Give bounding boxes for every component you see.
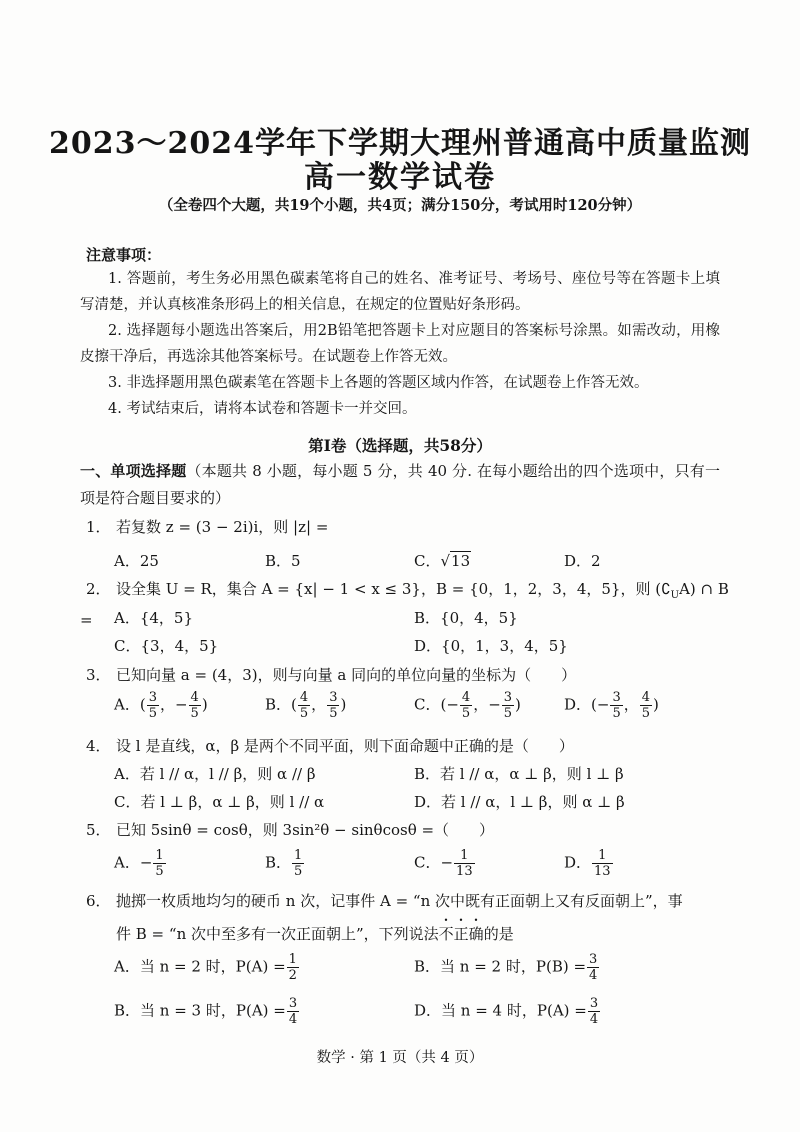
fraction: $\frac{1}{13}$ [456,848,473,879]
question-1 [80,515,730,539]
q6-option-4: D．当 n = 4 时，P(A) = $\frac{3}{4}$ [414,996,599,1027]
q1-option-b: B．5 [265,552,301,570]
q1-option-d: D．2 [564,552,601,570]
note-item-4: 4. 考试结束后，请将本试卷和答题卡一并交回。 [108,401,417,417]
part-label: 一、单项选择题 [80,462,187,480]
q4-option-d: D．若 l // α，l ⊥ β，则 α ⊥ β [414,793,625,811]
emphasis-text: 不正确 [438,925,484,943]
q4-option-a: A．若 l // α，l // β，则 α // β [114,765,316,783]
question-stem: 若复数 z = (3 − 2i)i，则 |z| = [116,518,329,536]
question-stem-line1: 抛掷一枚质地均匀的硬币 n 次，记事件 A = “n 次中既有正面朝上又有反面朝上”，事 [116,892,683,910]
q3-option-a: A．( $\frac{3}{5}$ ，− $\frac{4}{5}$ ) [114,690,208,721]
question-2: 2． 设全集 U = R，集合 A = {x| − 1 < x ≤ 3}，B = {0，1，2，3，4，5}，则 $(∁_UA)$ ∩ B = [80,577,730,632]
note-item-1: 1. 答题前，考生务必用黑色碳素笔将自己的姓名、准考证号、考场号、座位号等在答题卡上填写清楚，并认真核准条形码上的相关信息，在规定的位置贴好条形码。 [80,271,720,313]
fraction: $\frac{1}{2}$ [288,952,297,983]
exam-subject-title: 高一数学试卷 [304,160,496,195]
question-stem: 已知向量 a = (4，3)，则与向量 a 同向的单位向量的坐标为（ ） [116,666,577,684]
q5-option-d: D． $\frac{1}{13}$ [564,848,611,879]
q2-option-b: B．{0，4，5} [414,609,518,627]
exam-info: （全卷四个大题，共19个小题，共4页；满分150分，考试用时120分钟） [158,197,642,214]
note-item-2: 2. 选择题每小题选出答案后，用2B铅笔把答题卡上对应题目的答案标号涂黑。如需改动，用橡皮擦干净后，再选涂其他答案标号。在试题卷上作答无效。 [80,323,720,365]
q4-option-c: C．若 l ⊥ β，α ⊥ β，则 l // α [114,793,325,811]
question-stem: 设全集 U = R，集合 A = {x| − 1 < x ≤ 3}，B = {0，1，2，3，4，5}，则 (∁ [116,580,671,598]
question-3 [80,663,730,687]
q6-option-1: A．当 n = 2 时，P(A) = $\frac{1}{2}$ [114,952,297,983]
fraction: $\frac{3}{4}$ [589,952,598,983]
page-footer: 数学 · 第 1 页（共 4 页） [316,1050,484,1066]
q6-option-2: B．当 n = 2 时，P(B) = $\frac{3}{4}$ [414,952,598,983]
q3-option-b: B．( $\frac{4}{5}$ ， $\frac{3}{5}$ ) [265,690,347,721]
question-stem: 已知 5sinθ = cosθ，则 3sin²θ − sinθcosθ =（ ） [116,821,495,839]
fraction: $\frac{1}{13}$ [594,848,611,879]
q1-option-a: A．25 [114,552,159,570]
question-5 [80,818,730,842]
fraction: $\frac{4}{5}$ [641,690,651,721]
q5-option-b: B． $\frac{1}{5}$ [265,848,303,879]
question-4 [80,734,730,758]
part-heading [80,458,720,512]
q2-option-a: A．{4，5} [114,609,194,627]
section-title: 第Ⅰ卷（选择题，共58分） [308,436,492,455]
question-number: 6． [86,892,111,910]
fraction: $\frac{3}{5}$ [329,690,338,721]
fraction: $\frac{3}{5}$ [148,690,157,721]
question-number: 4． [86,737,111,755]
q5-option-a: A．− $\frac{1}{5}$ [114,848,164,879]
question-number: 3． [86,666,111,684]
q1-option-c: C．√13 [414,552,471,570]
question-number: 5． [86,821,111,839]
exam-title: 2023～2024学年下学期大理州普通高中质量监测 [49,126,751,161]
fraction: $\frac{1}{5}$ [294,848,303,879]
fraction: $\frac{3}{5}$ [503,690,513,721]
fraction: $\frac{3}{4}$ [589,996,599,1027]
q6-option-3: B．当 n = 3 时，P(A) = $\frac{3}{4}$ [114,996,298,1027]
q4-option-b: B．若 l // α，α ⊥ β，则 l ⊥ β [414,765,624,783]
q5-option-c: C．− $\frac{1}{13}$ [414,848,473,879]
part-description: （本题共 8 小题，每小题 5 分，共 40 分. 在每小题给出的四个选项中，只有一项是符合题目要求的） [80,462,720,507]
question-6-line2: 件 B = “n 次中至多有一次正面朝上”，下列说法不正确的是 [116,925,514,943]
q2-option-c: C．{3，4，5} [114,637,219,655]
question-stem: 设 l 是直线，α，β 是两个不同平面，则下面命题中正确的是（ ） [116,737,574,755]
q3-option-d: D．(− $\frac{3}{5}$ ， $\frac{4}{5}$ ) [564,690,659,721]
notes-heading: 注意事项： [86,246,162,264]
note-item-3: 3. 非选择题用黑色碳素笔在答题卡上各题的答题区域内作答，在试题卷上作答无效。 [108,375,649,391]
fraction: $\frac{4}{5}$ [190,690,199,721]
fraction: $\frac{3}{4}$ [288,996,298,1027]
question-number: 1． [86,518,111,536]
q2-option-d: D．{0，1，3，4，5} [414,637,568,655]
fraction: $\frac{4}{5}$ [299,690,309,721]
question-6 [80,889,730,913]
q3-option-c: C．(− $\frac{4}{5}$ ，− $\frac{3}{5}$ ) [414,690,521,721]
fraction: $\frac{3}{5}$ [612,690,621,721]
fraction: $\frac{4}{5}$ [461,690,471,721]
question-number: 2． [86,580,111,598]
fraction: $\frac{1}{5}$ [155,848,164,879]
